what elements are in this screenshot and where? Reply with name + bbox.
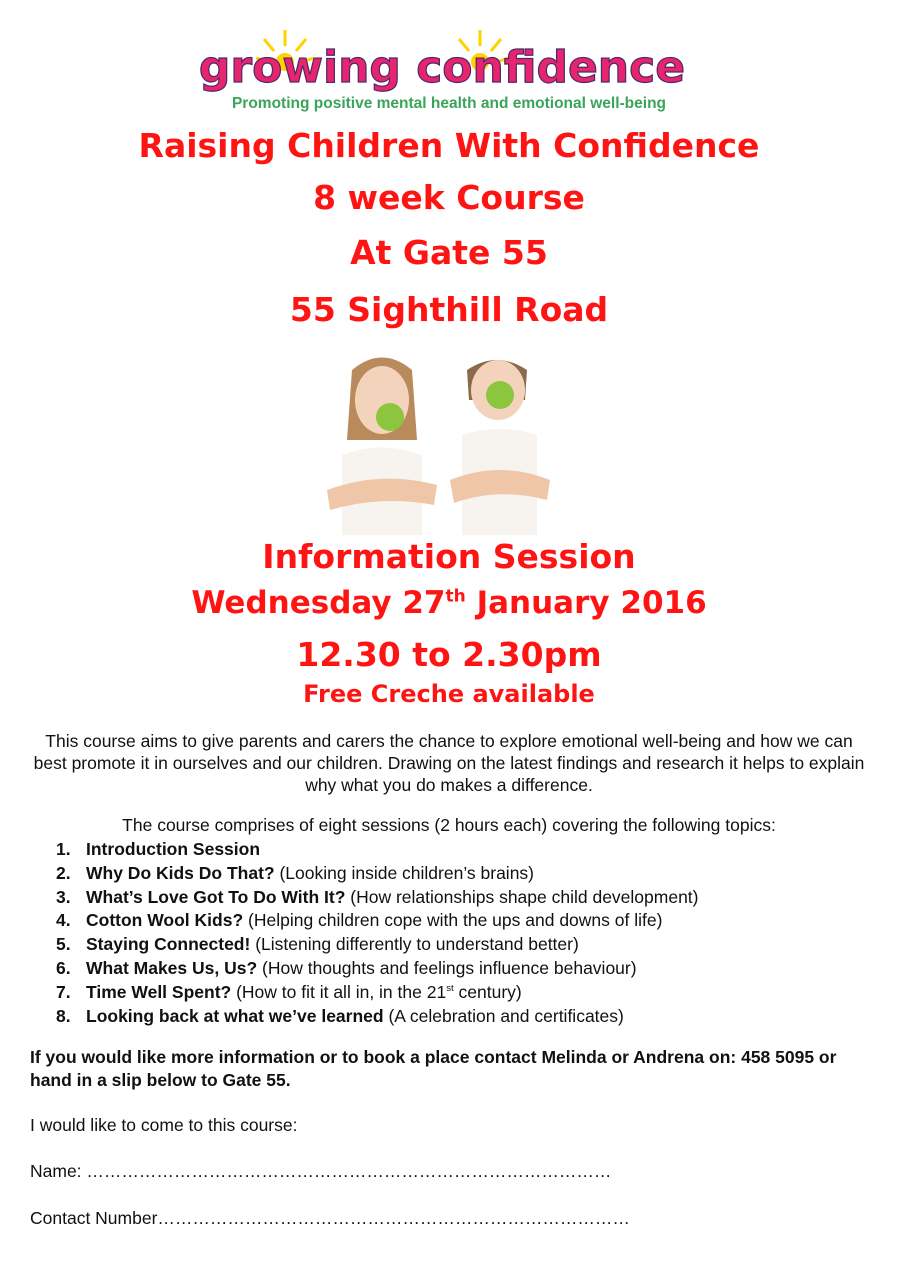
children-apples-photo (322, 345, 564, 535)
contact-number-field[interactable]: Contact Number……………………………………………………………………… (30, 1208, 630, 1228)
name-field[interactable]: Name: ……………………………………………………………………………… (30, 1161, 612, 1181)
session-date-main: Wednesday 27 (191, 585, 446, 621)
session-date (0, 585, 898, 621)
course-description: This course aims to give parents and carers the chance to explore emotional well-being and how we can best promote it in ourselves and our children. Drawing on the latest findings and research it helps to explain why what you do makes a difference. (33, 731, 865, 795)
course-comprises: The course comprises of eight sessions (2 hours each) covering the following topics: (122, 815, 776, 835)
list-item: 3. What’s Love Got To Do With It? (How relationships shape child development) (56, 886, 699, 907)
venue-address: 55 Sighthill Road (289, 290, 609, 329)
list-item: 6. What Makes Us, Us? (How thoughts and feelings influence behaviour) (56, 957, 637, 978)
venue: At Gate 55 (350, 233, 548, 272)
slip-intro: I would like to come to this course: (30, 1115, 298, 1135)
course-title: Raising Children With Confidence (138, 126, 760, 165)
creche-note: Free Creche available (303, 680, 595, 708)
contact-info: If you would like more information or to book a place contact Melinda or Andrena on: 458 5095 or hand in a slip below to Gate 55. (30, 1047, 837, 1090)
list-item: 2. Why Do Kids Do That? (Looking inside children’s brains) (56, 862, 535, 883)
tagline: Promoting positive mental health and emotional well-being (231, 95, 667, 112)
growing-confidence-logo (190, 22, 695, 102)
topics-list (56, 838, 836, 1028)
course-length: 8 week Course (313, 178, 585, 217)
list-item: 5. Staying Connected! (Listening differently to understand better) (56, 934, 579, 955)
session-time: 12.30 to 2.30pm (296, 635, 602, 674)
list-item: 8. Looking back at what we’ve learned (A celebration and certificates) (56, 1005, 624, 1026)
session-date-suffix: th (445, 586, 466, 607)
session-heading: Information Session (262, 537, 636, 576)
logo-text: growing confidence (198, 42, 686, 93)
list-item: 4. Cotton Wool Kids? (Helping children cope with the ups and downs of life) (56, 910, 663, 931)
list-item: 1. Introduction Session (56, 839, 261, 859)
list-item: 7. Time Well Spent? (How to fit it all in, in the 21st century) (56, 981, 522, 1002)
session-date-month-year: January 2016 (465, 585, 707, 621)
